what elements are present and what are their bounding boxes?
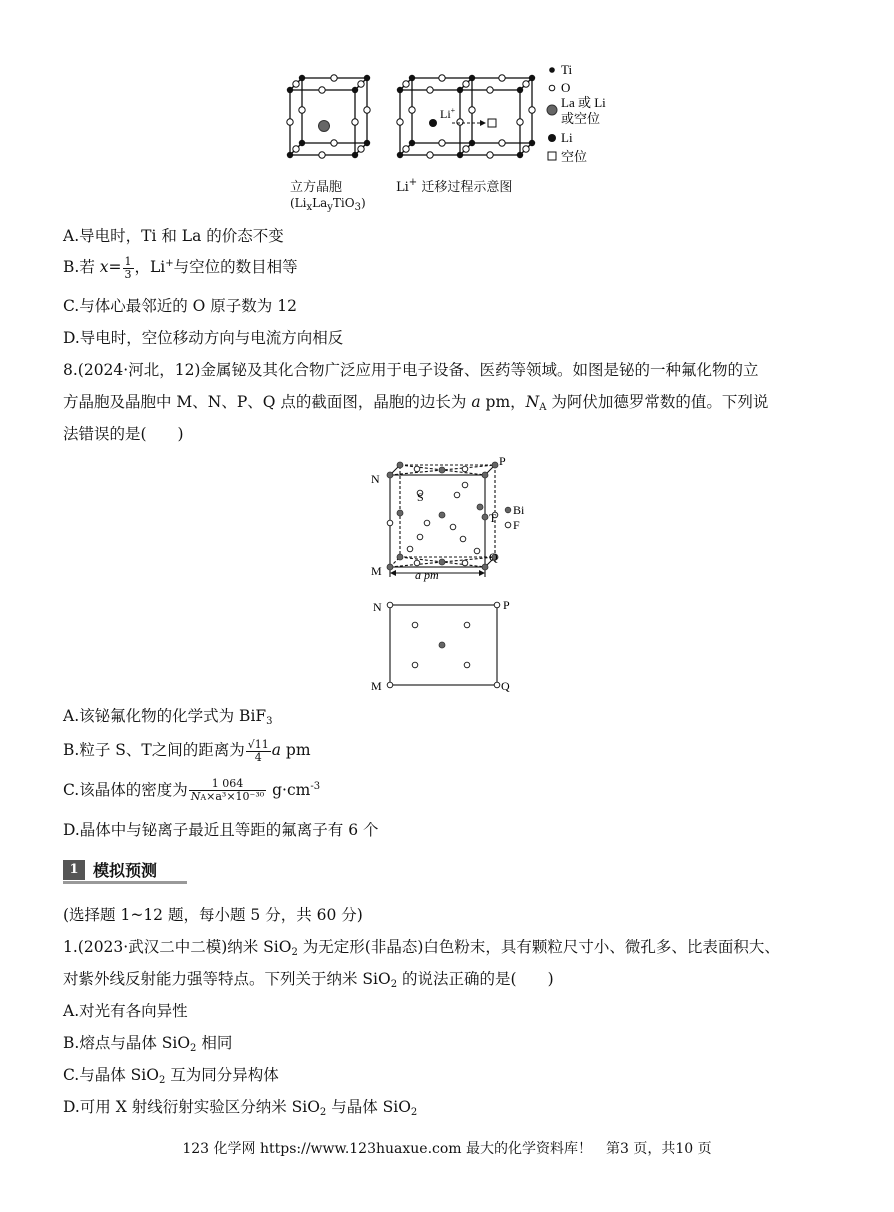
sec-label-P: P [503, 598, 510, 612]
q8-option-a: A.该铋氟化物的化学式为 BiF$_3$ [63, 707, 273, 727]
q1-line-2: 对紫外线反射能力强等特点。下列关于纳米 SiO$_2$ 的说法正确的是( ) [63, 970, 554, 990]
q8-line-3: 法错误的是( ) [63, 425, 184, 443]
q7-option-d: D.导电时，空位移动方向与电流方向相反 [63, 329, 344, 347]
section-bi-atoms [439, 642, 445, 648]
q8-option-b: B.粒子 S、T之间的距离为 $\frac{√11}{4}$ a pm [63, 737, 311, 764]
li-label: Li+ [440, 106, 456, 121]
label-M: M [371, 564, 382, 578]
svg-text:Li: Li [561, 130, 573, 145]
section-heading [63, 858, 187, 884]
label-N: N [371, 472, 380, 486]
q7-option-b: B.若 x= $\frac{1}{3}$ ，Li+与空位的数目相等 [63, 254, 298, 281]
svg-text:空位: 空位 [561, 149, 588, 164]
sec-label-N: N [373, 600, 382, 614]
sec-label-M: M [371, 679, 382, 693]
svg-text:La 或 Li: La 或 Li [561, 95, 606, 110]
label-T: T [489, 511, 497, 525]
section-title: 模拟预测 [93, 861, 158, 880]
figure-bif3-cell [365, 455, 535, 695]
svg-text:Ti: Ti [561, 62, 573, 77]
q8-line-2: 方晶胞及晶胞中 M、N、P、Q 点的截面图，晶胞的边长为 a pm，$N_A$ 为阿伏加德罗常数的值。下列说 [63, 393, 769, 413]
section-tag: 1 [63, 860, 85, 880]
q8-line-1: 8.(2024·河北，12)金属铋及其化合物广泛应用于电子设备、医药等领域。如图是铋的一种氟化物的立 [63, 361, 759, 379]
intro-text: (选择题 1~12 题，每小题 5 分，共 60 分) [63, 906, 363, 924]
section-underline [63, 881, 187, 884]
legend-bi: Bi [513, 503, 525, 517]
la-atom [319, 121, 330, 132]
li-atom [429, 119, 437, 127]
svg-text:或空位: 或空位 [561, 111, 601, 126]
q8-option-d: D.晶体中与铋离子最近且等距的氟离子有 6 个 [63, 821, 379, 839]
fig1-right-caption: Li+ 迁移过程示意图 [396, 177, 513, 195]
sec-label-Q: Q [501, 679, 510, 693]
legend [547, 62, 606, 164]
vacancy [488, 119, 496, 127]
q1-option-d: D.可用 X 射线衍射实验区分纳米 SiO$_2$ 与晶体 SiO$_2$ [63, 1098, 418, 1118]
q1-line-1: 1.(2023·武汉二中二模)纳米 SiO$_2$ 为无定形(非晶态)白色粉末，具有颗粒尺寸小、微孔多、比表面积大、 [63, 938, 780, 958]
fig1-left-caption-1: 立方晶胞 [290, 180, 343, 195]
label-S: S [417, 490, 424, 504]
q7-option-c: C.与体心最邻近的 O 原子数为 12 [63, 297, 297, 315]
q1-option-b: B.熔点与晶体 SiO$_2$ 相同 [63, 1034, 233, 1054]
arrow-head [480, 120, 486, 126]
q8-option-c: C.该晶体的密度为 $\frac{1 064}{\text{NA×a³×10⁻³⁰}}$ $g\cdot cm^{-3}$ [63, 777, 321, 803]
svg-text:O: O [561, 80, 571, 95]
q7-option-a: A.导电时，Ti 和 La 的价态不变 [63, 227, 284, 245]
legend-f: F [513, 518, 520, 532]
page-footer: 123 化学网 https://www.123huaxue.com 最大的化学资料库！ 第3 页，共10 页 [182, 1141, 712, 1157]
q1-option-c: C.与晶体 SiO$_2$ 互为同分异构体 [63, 1066, 279, 1086]
label-P: P [499, 455, 506, 468]
bi-atoms [387, 462, 498, 570]
q1-option-a: A.对光有各向异性 [63, 1002, 188, 1020]
edge-label: a pm [415, 568, 439, 582]
fig1-left-caption-2: $(Li_xLa_yTiO_3)$ [290, 196, 366, 213]
label-Q: Q [489, 550, 498, 564]
